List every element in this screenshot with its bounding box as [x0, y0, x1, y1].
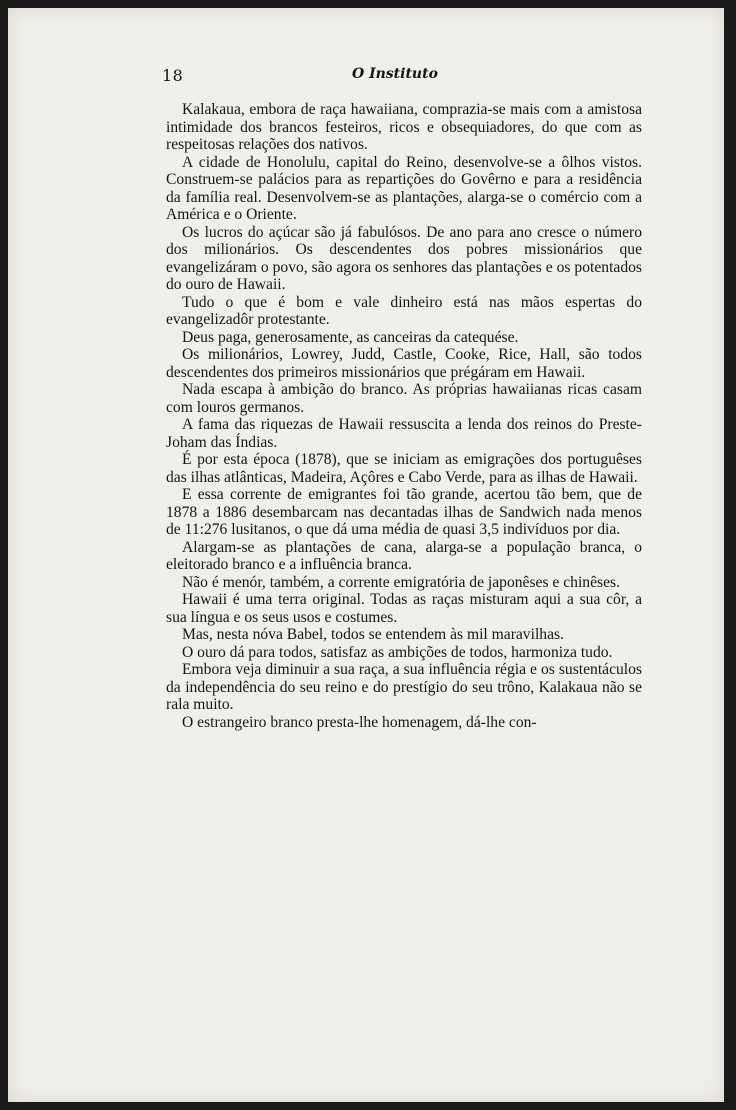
- paragraph: A cidade de Honolulu, capital do Reino, desenvolve-se a ôlhos vistos. Construem-se palácios para as repartições do Govêrno e para a residência da família real. Desenvolvem-se as plantações, alarga-se o comércio com a América e o Oriente.: [166, 153, 642, 223]
- paragraph: Os milionários, Lowrey, Judd, Castle, Cooke, Rice, Hall, são todos descendentes dos primeiros missionários que prégáram em Hawaii.: [166, 346, 642, 381]
- paragraph: Nada escapa à ambição do branco. As próprias hawaiianas ricas casam com louros germanos.: [166, 381, 642, 416]
- page-number: 18: [162, 66, 184, 85]
- journal-title: O Instituto: [352, 66, 438, 82]
- paragraph: Hawaii é uma terra original. Todas as raças misturam aqui a sua côr, a sua língua e os seus usos e costumes.: [166, 591, 642, 626]
- paragraph: Deus paga, generosamente, as canceiras da catequése.: [182, 328, 519, 346]
- body-text: [166, 101, 642, 731]
- paragraph: Mas, nesta nóva Babel, todos se entendem às mil maravilhas.: [182, 626, 564, 643]
- running-head: [162, 66, 642, 88]
- paragraph: Alargam-se as plantações de cana, alarga-se a população branca, o eleitorado branco e a influência branca.: [166, 538, 642, 573]
- paragraph: Embora veja diminuir a sua raça, a sua influência régia e os sustentáculos da independência do seu reino e do prestígio do seu trôno, Kalakaua não se rala muito.: [166, 661, 642, 713]
- paragraph: É por esta época (1878), que se iniciam as emigrações dos portuguêses das ilhas atlânticas, Madeira, Açôres e Cabo Verde, para as ilhas de Hawaii.: [166, 451, 642, 486]
- paragraph: Não é menór, também, a corrente emigratória de japonêses e chinêses.: [182, 573, 620, 591]
- paragraph: A fama das riquezas de Hawaii ressuscita a lenda dos reinos do Preste-Joham das Índias.: [166, 416, 642, 451]
- paragraph: Os lucros do açúcar são já fabulósos. De ano para ano cresce o número dos milionários. Os descendentes dos pobres missionários que evangelizáram o povo, são agora os senhores das plantações e os potentados do ouro de Hawaii.: [166, 223, 642, 293]
- paragraph: E essa corrente de emigrantes foi tão grande, acertou tão bem, que de 1878 a 1886 desembarcam nas decantadas ilhas de Sandwich nada menos de 11:276 lusitanos, o que dá uma média de quasi 3,5 indivíduos por dia.: [166, 486, 642, 538]
- paragraph: Kalakaua, embora de raça hawaiiana, comprazia-se mais com a amistosa intimidade dos brancos festeiros, ricos e obsequiadores, do que com as respeitosas relações dos nativos.: [166, 101, 642, 153]
- paragraph: O ouro dá para todos, satisfaz as ambições de todos, harmoniza tudo.: [182, 643, 613, 661]
- paragraph: O estrangeiro branco presta-lhe homenagem, dá-lhe con-: [182, 713, 537, 731]
- paragraph: Tudo o que é bom e vale dinheiro está nas mãos espertas do evangelizadôr protestante.: [166, 293, 642, 328]
